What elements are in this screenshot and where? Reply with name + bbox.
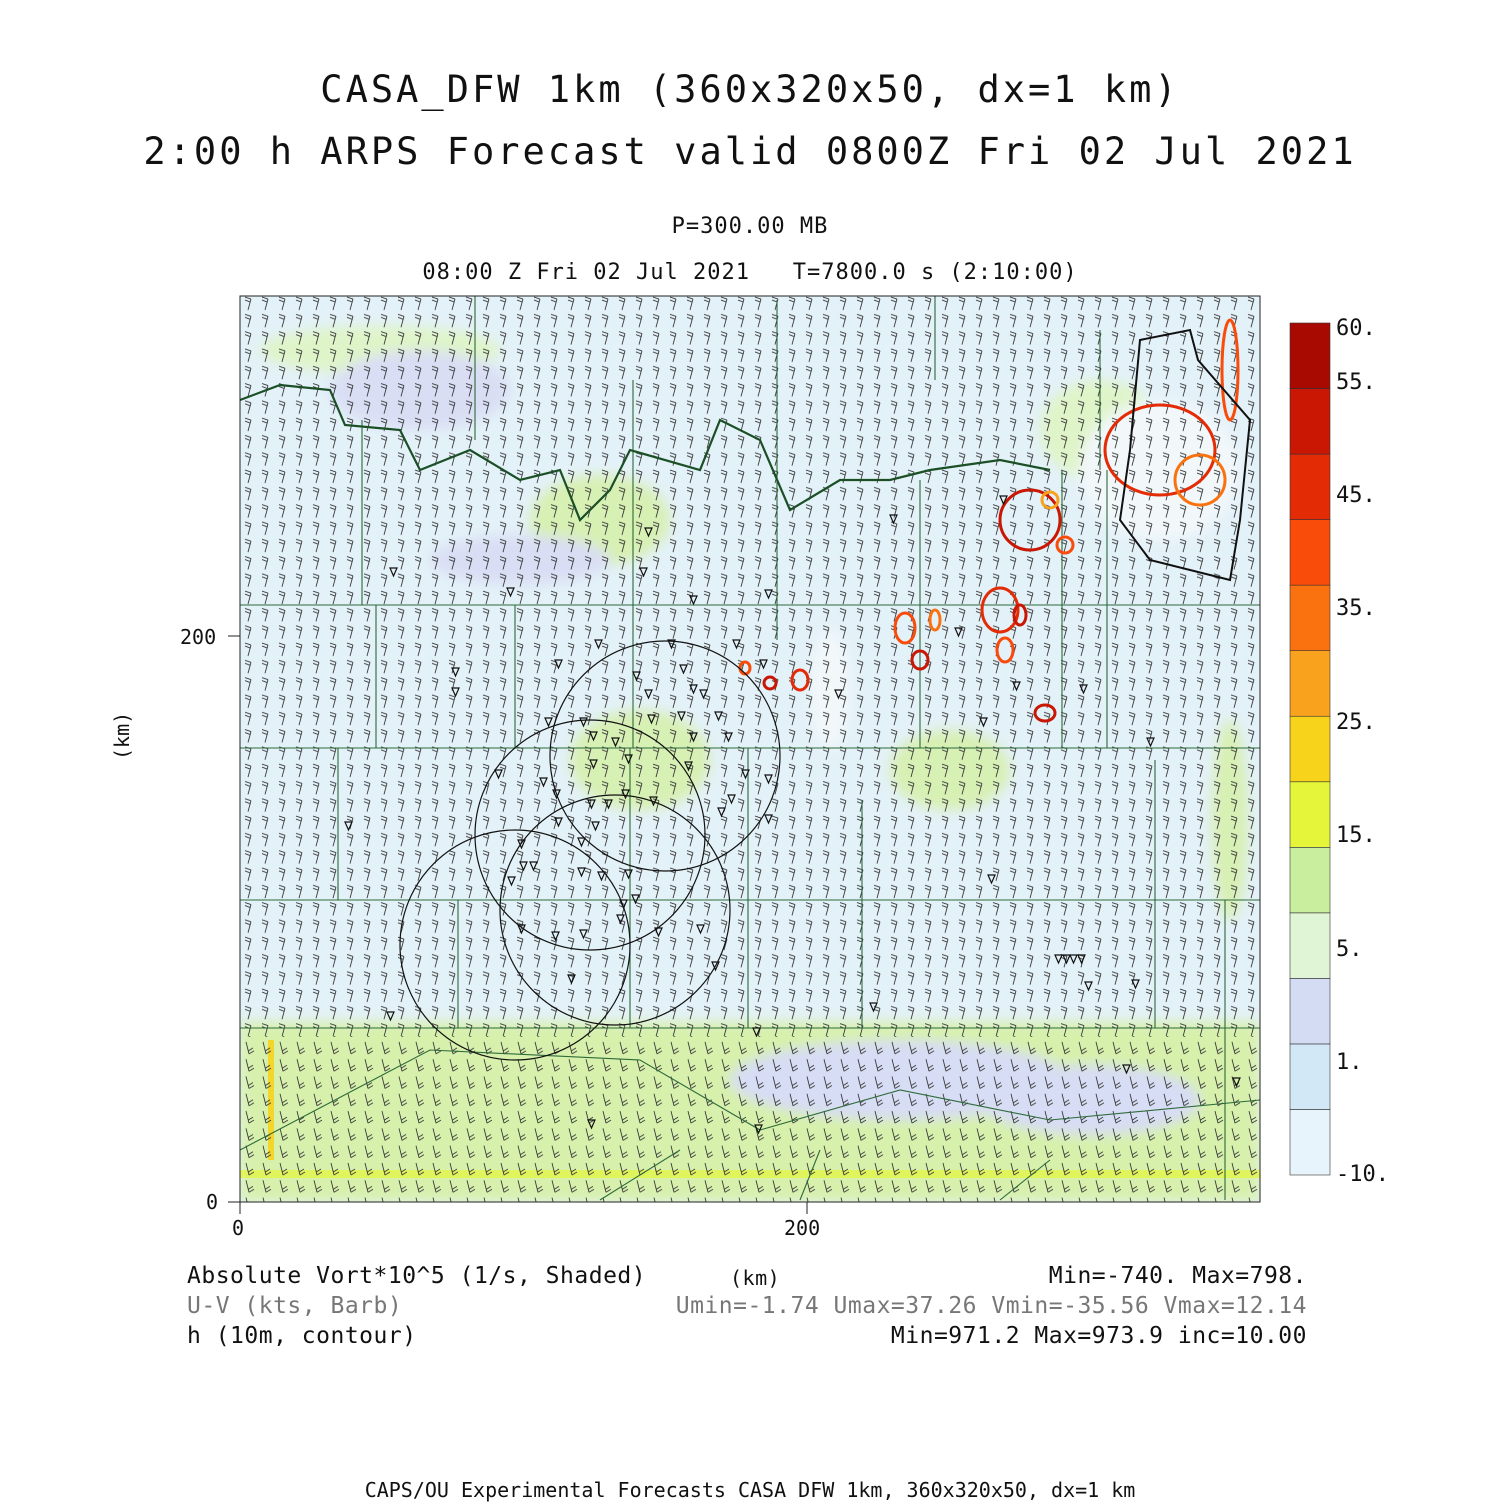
colorbar-swatch xyxy=(1290,716,1330,782)
height-label: h (10m, contour) xyxy=(187,1323,417,1349)
colorbar xyxy=(1290,323,1330,1175)
colorbar-label: 1. xyxy=(1336,1050,1363,1075)
vorticity-stats: Min=-740. Max=798. xyxy=(1048,1263,1307,1289)
colorbar-swatch xyxy=(1290,454,1330,520)
colorbar-label: 35. xyxy=(1336,596,1376,621)
colorbar-swatch xyxy=(1290,389,1330,455)
colorbar-swatch xyxy=(1290,651,1330,717)
colorbar-swatch xyxy=(1290,978,1330,1044)
colorbar-swatch xyxy=(1290,1044,1330,1110)
y-axis-label: (km) xyxy=(110,711,134,760)
colorbar-swatch xyxy=(1290,782,1330,848)
y-tick-200: 200 xyxy=(180,625,217,649)
colorbar-label: 5. xyxy=(1336,937,1363,962)
colorbar-label: 15. xyxy=(1336,823,1376,848)
colorbar-swatch xyxy=(1290,1109,1330,1175)
pressure-level: P=300.00 MB xyxy=(671,214,829,239)
footer-credit: CAPS/OU Experimental Forecasts CASA DFW 1km, 360x320x50, dx=1 km xyxy=(364,1478,1136,1502)
colorbar-label: 25. xyxy=(1336,710,1376,735)
wind-stats: Umin=-1.74 Umax=37.26 Vmin=-35.56 Vmax=12.14 xyxy=(675,1293,1307,1319)
colorbar-swatch xyxy=(1290,847,1330,913)
title-line2: 2:00 h ARPS Forecast valid 0800Z Fri 02 Jul 2021 xyxy=(143,130,1357,173)
x-axis-unit: (km) xyxy=(730,1266,781,1290)
vorticity-label: Absolute Vort*10^5 (1/s, Shaded) xyxy=(187,1263,647,1289)
x-tick-200: 200 xyxy=(784,1216,821,1240)
colorbar-label: 55. xyxy=(1336,370,1376,395)
height-stats: Min=971.2 Max=973.9 inc=10.00 xyxy=(890,1323,1307,1349)
colorbar-label: -10. xyxy=(1336,1162,1389,1187)
vorticity-field xyxy=(240,296,1260,1202)
colorbar-label: 45. xyxy=(1336,483,1376,508)
colorbar-swatch xyxy=(1290,585,1330,651)
x-tick-0: 0 xyxy=(232,1216,245,1240)
colorbar-swatch xyxy=(1290,323,1330,389)
wind-label: U-V (kts, Barb) xyxy=(187,1293,403,1319)
title-line1: CASA_DFW 1km (360x320x50, dx=1 km) xyxy=(320,68,1180,111)
colorbar-label: 60. xyxy=(1336,316,1376,341)
colorbar-swatch xyxy=(1290,913,1330,979)
colorbar-swatch xyxy=(1290,520,1330,586)
valid-time: 08:00 Z Fri 02 Jul 2021 T=7800.0 s (2:10:00) xyxy=(422,260,1078,285)
y-tick-0: 0 xyxy=(206,1190,219,1214)
